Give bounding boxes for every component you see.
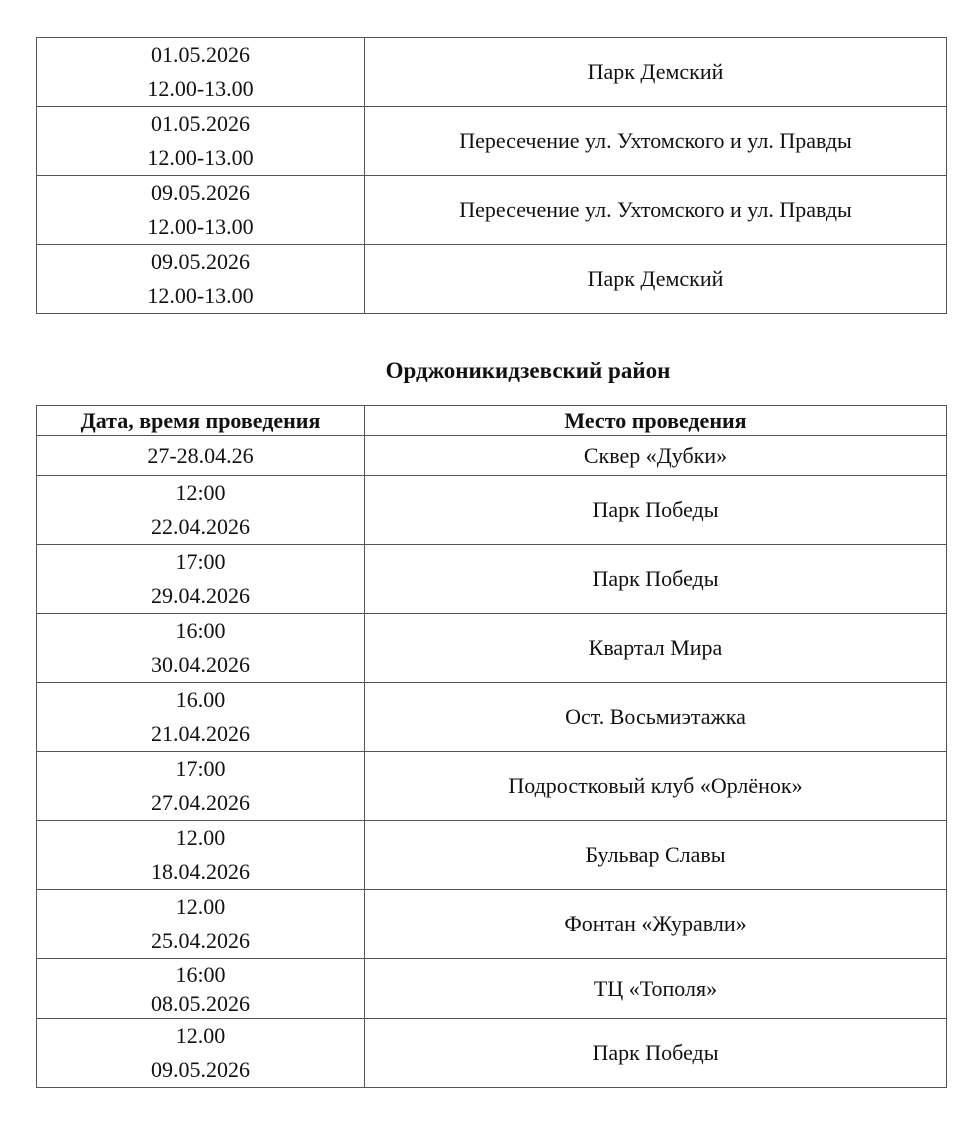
- place-cell: Пересечение ул. Ухтомского и ул. Правды: [365, 107, 947, 176]
- datetime-cell: [37, 821, 365, 890]
- date-text: 08.05.2026: [151, 990, 250, 1016]
- time-text: 12.00: [175, 1023, 226, 1048]
- table-row: [37, 107, 947, 176]
- time-text: 17:00: [175, 756, 226, 781]
- datetime-cell: [37, 683, 365, 752]
- time-text: 16.00: [175, 687, 226, 712]
- table-row: [37, 476, 947, 545]
- time-text: 12.00: [175, 894, 226, 919]
- table-header-row: [37, 406, 947, 436]
- datetime-cell: [37, 1019, 365, 1088]
- time-text: 16:00: [175, 618, 226, 643]
- datetime-cell: [37, 38, 365, 107]
- time-text: 12.00-13.00: [147, 145, 254, 170]
- table-row: [37, 890, 947, 959]
- date-text: 18.04.2026: [151, 859, 250, 884]
- datetime-cell: [37, 176, 365, 245]
- table-row: [37, 245, 947, 314]
- date-text: 22.04.2026: [151, 514, 250, 539]
- datetime-cell: [37, 476, 365, 545]
- table-row: [37, 176, 947, 245]
- section-title: Орджоникидзевский район: [385, 358, 671, 383]
- place-cell: Фонтан «Журавли»: [365, 890, 947, 959]
- date-text: 27.04.2026: [151, 790, 250, 815]
- datetime-cell: [37, 245, 365, 314]
- time-text: 12.00: [175, 825, 226, 850]
- table-row: [37, 614, 947, 683]
- date-text: 01.05.2026: [151, 111, 250, 136]
- table-row: [37, 38, 947, 107]
- table-row: [37, 752, 947, 821]
- schedule-table-ordzhonikidzevsky: [36, 405, 947, 1088]
- datetime-cell: [37, 545, 365, 614]
- schedule-table-top: [36, 37, 947, 314]
- datetime-cell: [37, 107, 365, 176]
- date-text: 09.05.2026: [151, 249, 250, 274]
- time-text: 12.00-13.00: [147, 283, 254, 308]
- place-cell: Пересечение ул. Ухтомского и ул. Правды: [365, 176, 947, 245]
- date-text: 30.04.2026: [151, 652, 250, 677]
- time-text: 12.00-13.00: [147, 76, 254, 101]
- column-header-datetime: Дата, время проведения: [37, 406, 365, 436]
- time-text: 12.00-13.00: [147, 214, 254, 239]
- table-row: [37, 436, 947, 476]
- date-text: 01.05.2026: [151, 42, 250, 67]
- datetime-cell: [37, 959, 365, 1019]
- place-cell: Парк Демский: [365, 245, 947, 314]
- table-row: [37, 821, 947, 890]
- date-text: 09.05.2026: [151, 180, 250, 205]
- datetime-cell: [37, 436, 365, 476]
- datetime-cell: [37, 614, 365, 683]
- date-text: 29.04.2026: [151, 583, 250, 608]
- table-row: [37, 1019, 947, 1088]
- place-cell: Парк Победы: [365, 1019, 947, 1088]
- time-text: 16:00: [175, 961, 226, 987]
- date-text: 09.05.2026: [151, 1057, 250, 1082]
- date-text: 21.04.2026: [151, 721, 250, 746]
- time-text: 17:00: [175, 549, 226, 574]
- place-cell: Сквер «Дубки»: [365, 436, 947, 476]
- date-text: 27-28.04.26: [147, 442, 254, 468]
- place-cell: Парк Демский: [365, 38, 947, 107]
- time-text: 12:00: [175, 480, 226, 505]
- place-cell: ТЦ «Тополя»: [365, 959, 947, 1019]
- place-cell: Бульвар Славы: [365, 821, 947, 890]
- datetime-cell: [37, 890, 365, 959]
- place-cell: Ост. Восьмиэтажка: [365, 683, 947, 752]
- table-row: [37, 683, 947, 752]
- column-header-place: Место проведения: [365, 406, 947, 436]
- table-row: [37, 545, 947, 614]
- date-text: 25.04.2026: [151, 928, 250, 953]
- place-cell: Парк Победы: [365, 545, 947, 614]
- datetime-cell: [37, 752, 365, 821]
- table-row: [37, 959, 947, 1019]
- place-cell: Подростковый клуб «Орлёнок»: [365, 752, 947, 821]
- place-cell: Квартал Мира: [365, 614, 947, 683]
- place-cell: Парк Победы: [365, 476, 947, 545]
